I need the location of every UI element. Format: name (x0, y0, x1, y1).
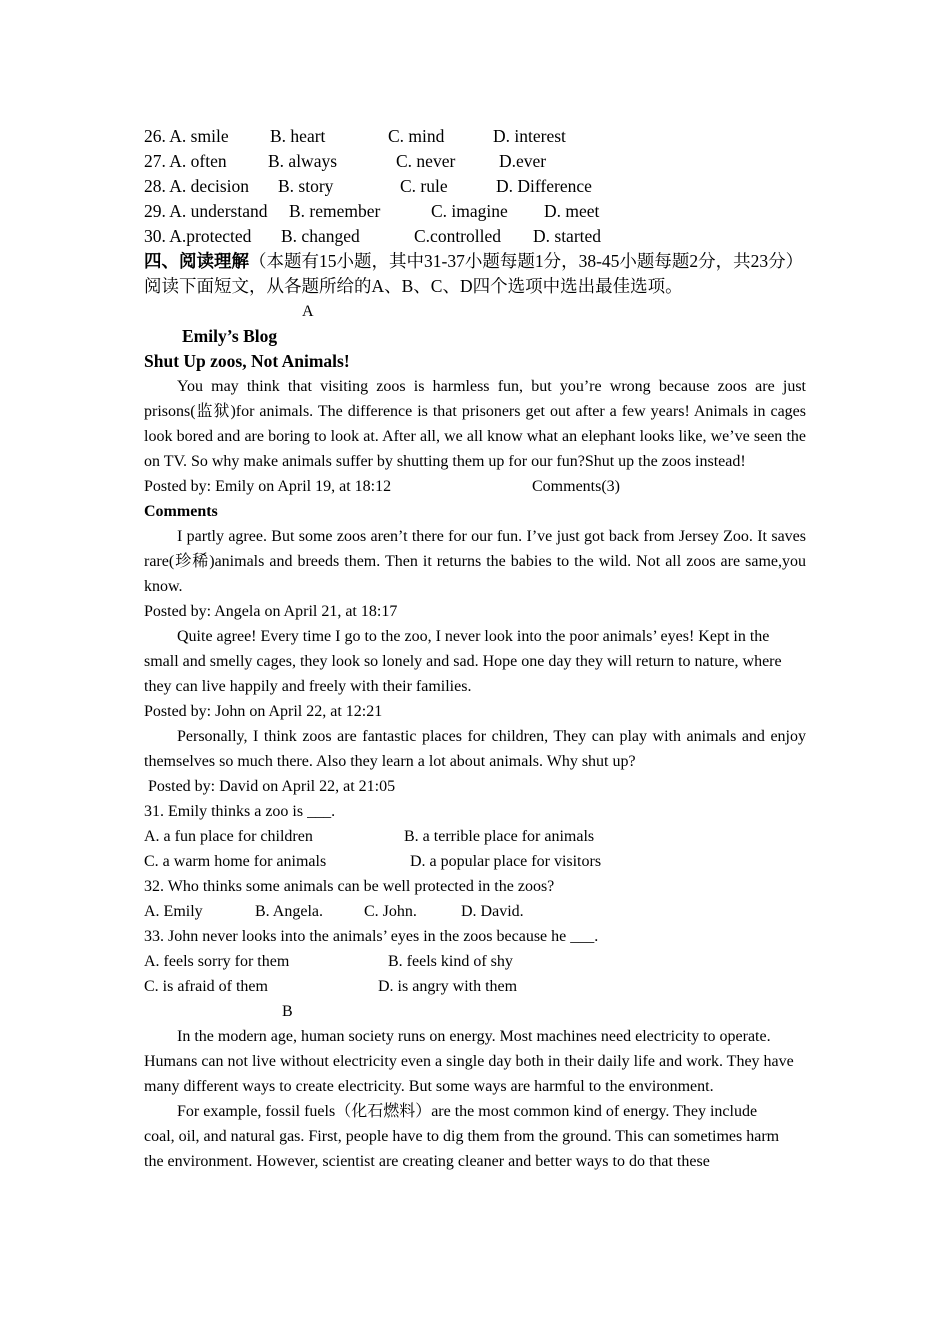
passage-label-b (144, 999, 806, 1024)
option-row-27 (144, 149, 806, 174)
option-a: 26. A. smile (144, 126, 229, 146)
post-meta: Posted by: Emily on April 19, at 18:12 (144, 478, 392, 495)
question-33-options-row1 (144, 949, 806, 974)
comment-john: Quite agree! Every time I go to the zoo, I never look into the poor animals’ eyes! Kept in the small and smelly cages, they look so lonely and sad. Hope one day they will return to nature, where they can live happily and freely with their families. (144, 628, 782, 695)
cloze-options (144, 124, 806, 249)
option-a: 28. A. decision (144, 176, 249, 196)
option-a: A. a fun place for children (144, 828, 313, 845)
comment-meta: Posted by: Angela on April 21, at 18:17 (144, 603, 398, 620)
option-b: B. feels kind of shy (388, 953, 513, 970)
question-32-stem: 32. Who thinks some animals can be well protected in the zoos? (144, 878, 555, 895)
option-row-29 (144, 199, 806, 224)
option-c: C. imagine (431, 201, 508, 221)
question-31-options-row2 (144, 849, 806, 874)
option-row-30 (144, 224, 806, 249)
passage-label-a (144, 299, 806, 324)
passage-label: B (282, 1003, 293, 1020)
section-title: 四、阅读理解 (144, 251, 249, 271)
option-c: C. John. (364, 903, 417, 920)
option-c: C. is afraid of them (144, 978, 268, 995)
passage-b-paragraph-2: For example, fossil fuels（化石燃料）are the most common kind of energy. They include coal, oil, and natural gas. First, people have to dig them from the ground. This can sometimes harm the environment. However, scientist are creating cleaner and better ways to do that these (144, 1103, 780, 1170)
question-31-stem: 31. Emily thinks a zoo is ___. (144, 803, 336, 820)
option-b: B. story (278, 176, 334, 196)
question-33-stem: 33. John never looks into the animals’ eyes in the zoos because he ___. (144, 928, 599, 945)
post-title: Shut Up zoos, Not Animals! (144, 351, 350, 371)
option-d: D. interest (493, 126, 566, 146)
passage-b-paragraph-1: In the modern age, human society runs on energy. Most machines need electricity to operate. Humans can not live without electricity even a single day both in their daily life and work. They have many different ways to create electricity. But some ways are harmful to the environment. (144, 1028, 794, 1095)
option-c: C.controlled (414, 226, 501, 246)
section-scoring: （本题有15小题，其中31-37小题每题1分，38-45小题每题2分，共23分） (249, 251, 804, 271)
option-a: 27. A. often (144, 151, 227, 171)
option-d: D. David. (461, 903, 524, 920)
option-row-26 (144, 124, 806, 149)
option-a: A. Emily (144, 903, 203, 920)
question-33-options-row2 (144, 974, 806, 999)
comment-david: Personally, I think zoos are fantastic places for children, They can play with animals and enjoy themselves so much there. Also they learn a lot about animals. Why shut up? (144, 728, 806, 770)
option-row-28 (144, 174, 806, 199)
comment-meta: Posted by: David on April 22, at 21:05 (144, 778, 396, 795)
option-d: D. a popular place for visitors (410, 853, 602, 870)
option-d: D. started (533, 226, 602, 246)
option-d: D. Difference (496, 176, 592, 196)
option-c: C. a warm home for animals (144, 853, 327, 870)
post-meta-row (144, 474, 806, 499)
blog-post-text: You may think that visiting zoos is harmless fun, but you’re wrong because zoos are just prisons(监狱)for animals. The difference is that prisoners get out after a few years! Animals in cages look bored and are boring to look at. After all, we all know what an elephant looks like, we’ve seen the on TV. So why make animals suffer by shutting them up for our fun?Shut up the zoos instead! (144, 378, 806, 470)
question-32-options (144, 899, 806, 924)
option-b: B. a terrible place for animals (404, 828, 595, 845)
option-d: D.ever (499, 151, 547, 171)
option-b: B. always (268, 151, 338, 171)
section-instruction: 阅读下面短文，从各题所给的A、B、C、D四个选项中选出最佳选项。 (144, 276, 683, 296)
comment-angela: I partly agree. But some zoos aren’t there for our fun. I’ve just got back from Jersey Zoo. It saves rare(珍稀)animals and breeds them. Then it returns the babies to the wild. Not all zoos are same,you know. (144, 528, 806, 595)
section-heading (144, 249, 806, 274)
comments-heading: Comments (144, 503, 218, 520)
comment-meta: Posted by: John on April 22, at 12:21 (144, 703, 383, 720)
option-a: A. feels sorry for them (144, 953, 290, 970)
option-d: D. is angry with them (378, 978, 518, 995)
comments-count: Comments(3) (532, 478, 620, 495)
option-c: C. mind (388, 126, 445, 146)
option-b: B. Angela. (255, 903, 323, 920)
blog-title (144, 324, 806, 349)
blog-title-text: Emily’s Blog (182, 326, 278, 346)
option-b: B. heart (270, 126, 326, 146)
option-d: D. meet (544, 201, 600, 221)
option-c: C. rule (400, 176, 448, 196)
question-31-options-row1 (144, 824, 806, 849)
option-c: C. never (396, 151, 456, 171)
option-b: B. changed (281, 226, 360, 246)
passage-label: A (302, 303, 314, 320)
option-a: 30. A.protected (144, 226, 252, 246)
exam-page (144, 124, 806, 1174)
option-b: B. remember (289, 201, 381, 221)
option-a: 29. A. understand (144, 201, 268, 221)
